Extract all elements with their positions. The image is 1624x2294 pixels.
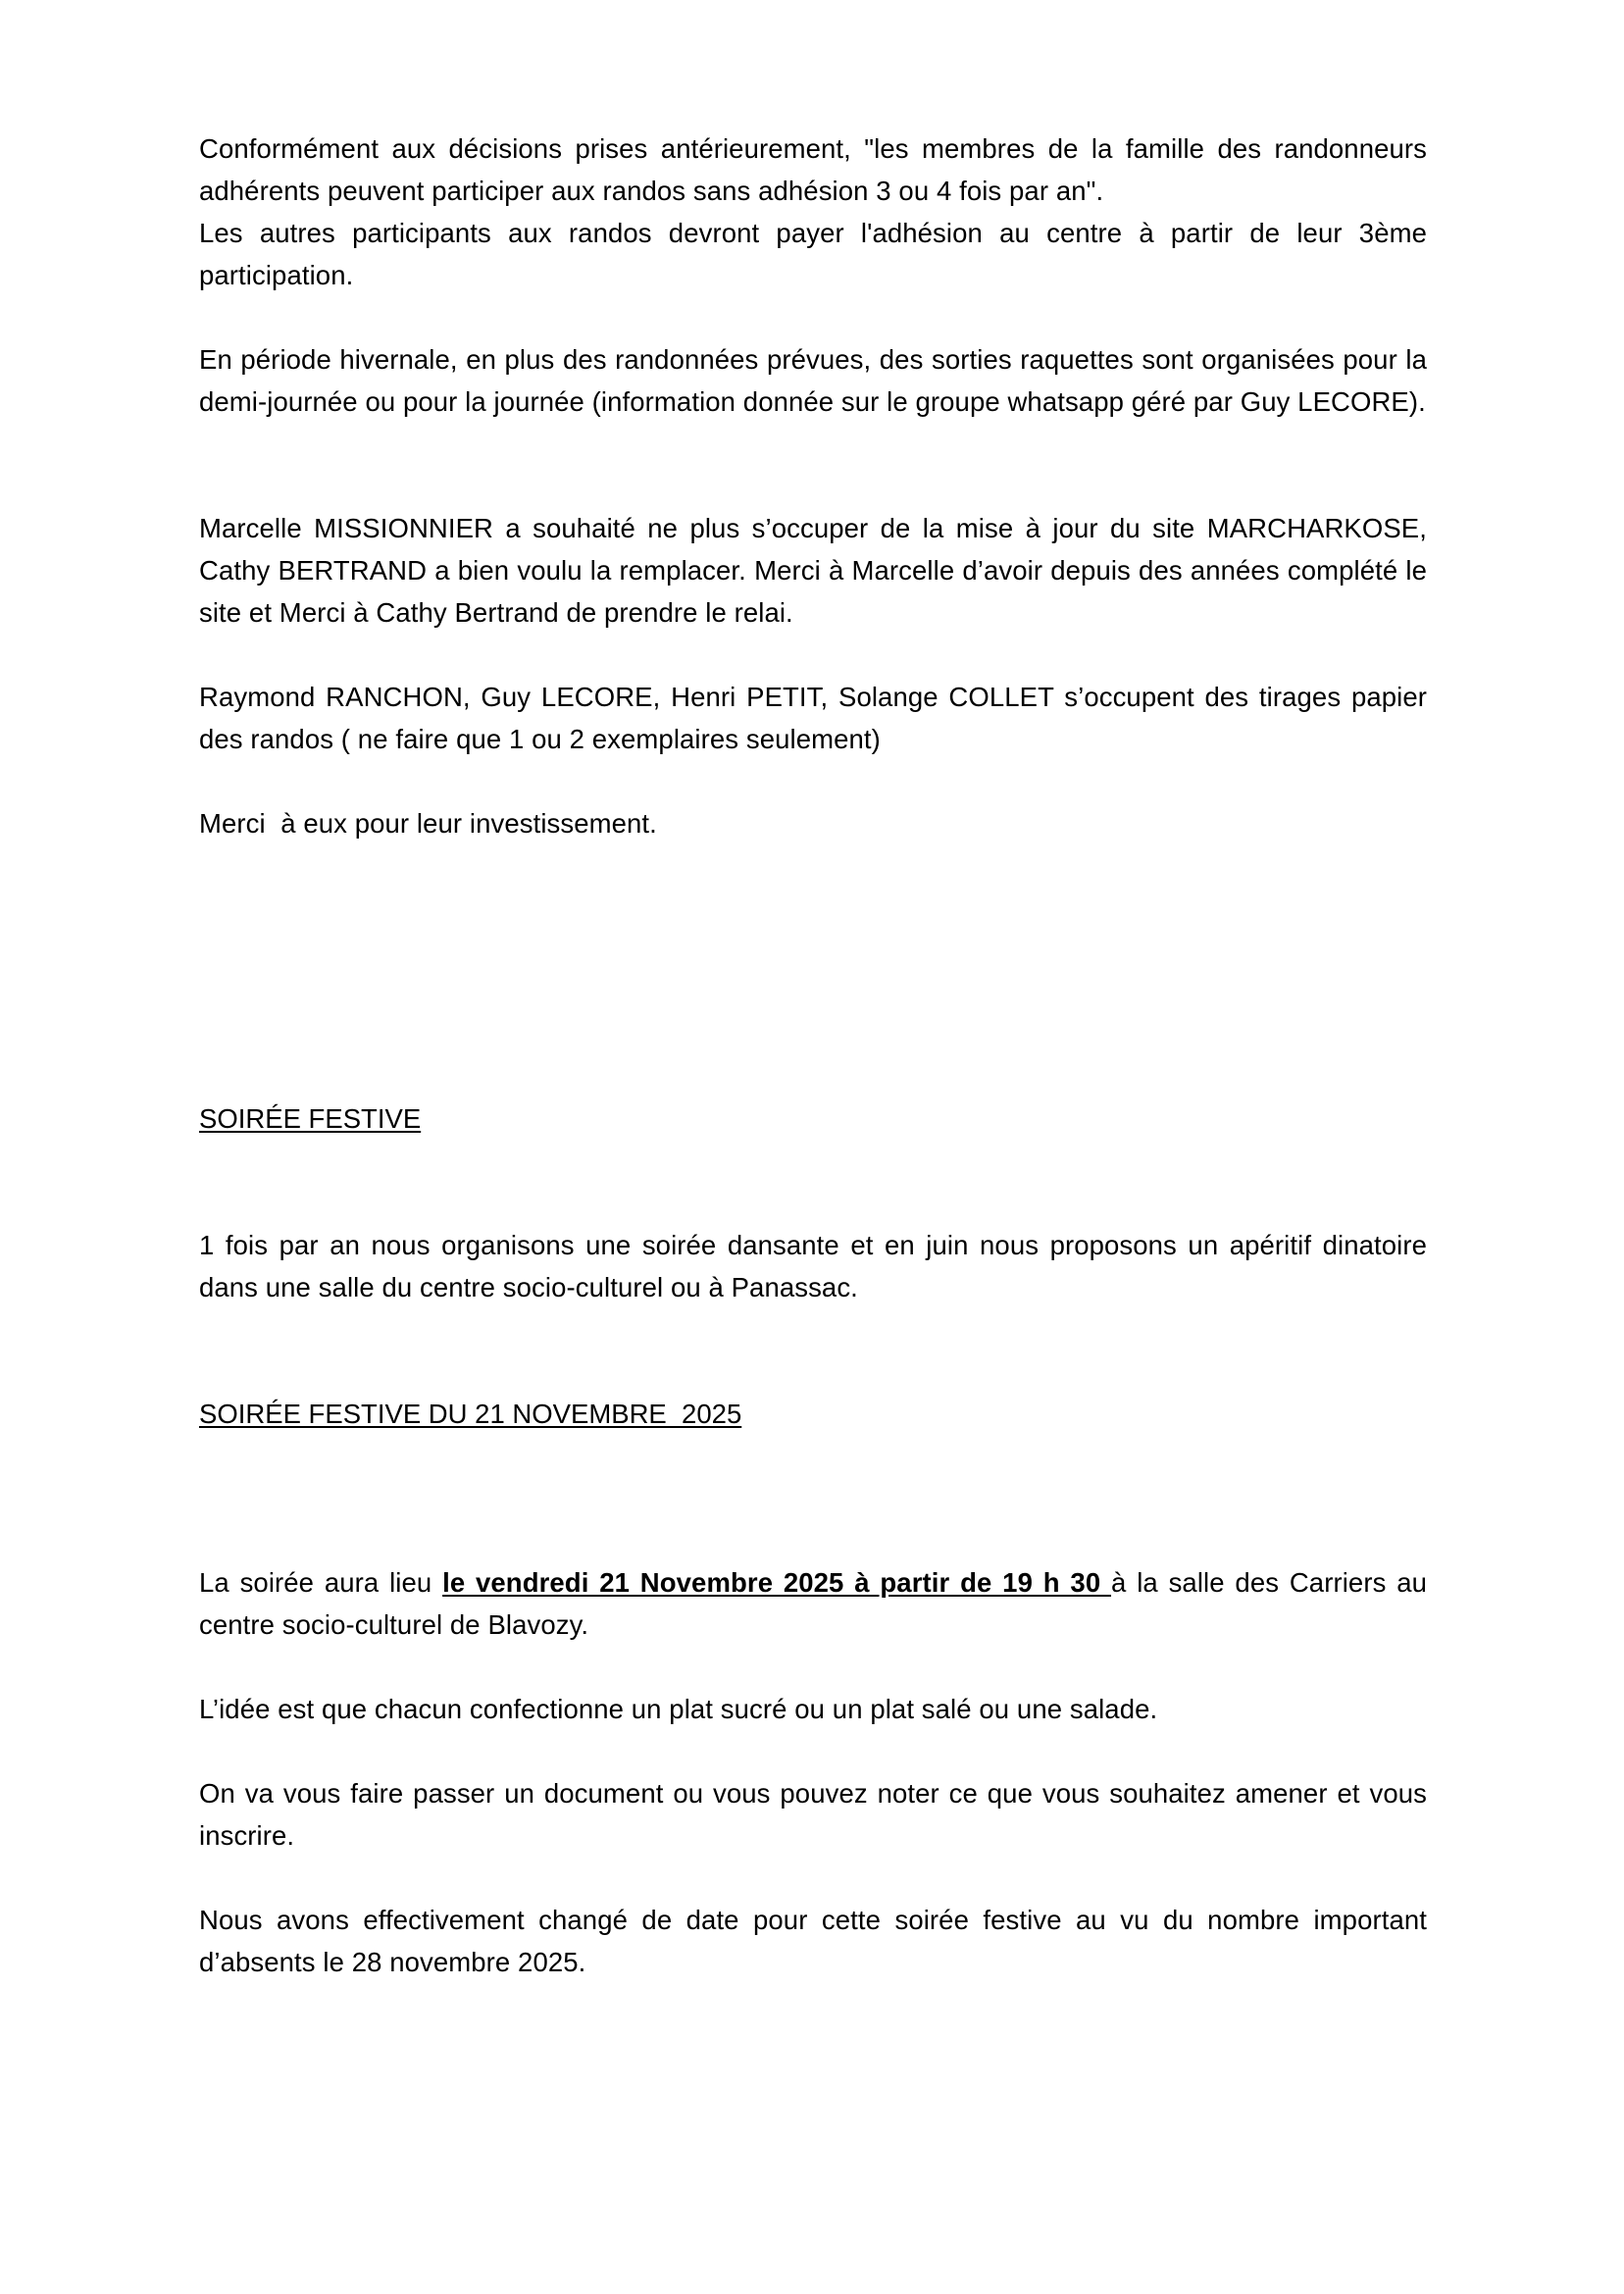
spacer [199, 1857, 1427, 1899]
spacer [199, 634, 1427, 676]
heading-soiree-festive-2025-text: SOIRÉE FESTIVE DU 21 NOVEMBRE 2025 [199, 1399, 742, 1429]
paragraph-merci-investissement: Merci à eux pour leur investissement. [199, 808, 657, 839]
document-body [199, 127, 1435, 1983]
date-line-emphasis: le vendredi 21 Novembre 2025 à partir de 19 h 30 [442, 1567, 1112, 1598]
spacer [199, 1646, 1427, 1688]
paragraph-tirages-papier: Raymond RANCHON, Guy LECORE, Henri PETIT, Solange COLLET s’occupent des tirages papier des randos ( ne faire que 1 ou 2 exemplaires seulement) [199, 682, 1435, 754]
paragraph-adhesion-autres: Les autres participants aux randos devront payer l'adhésion au centre à partir de leur 3ème participation. [199, 218, 1435, 290]
spacer [199, 423, 1427, 507]
spacer [199, 1730, 1427, 1772]
spacer [199, 1308, 1427, 1393]
heading-soiree-festive-2025 [199, 1393, 1427, 1435]
paragraph-marcelle-missionnier: Marcelle MISSIONNIER a souhaité ne plus s’occuper de la mise à jour du site MARCHARKOSE, Cathy BERTRAND a bien voulu la remplacer. Merci à Marcelle d’avoir depuis des années complété le site et Merci à Cathy Bertrand de prendre le relai. [199, 513, 1435, 628]
paragraph-idee-plats: L’idée est que chacun confectionne un plat sucré ou un plat salé ou une salade. [199, 1694, 1158, 1724]
paragraph-adhesion-regle: Conformément aux décisions prises antérieurement, "les membres de la famille des randonneurs adhérents peuvent participer aux randos sans adhésion 3 ou 4 fois par an". [199, 133, 1435, 206]
spacer [199, 1140, 1427, 1224]
date-line-prefix: La soirée aura lieu [199, 1567, 443, 1598]
heading-soiree-festive [199, 1097, 1427, 1140]
spacer [199, 296, 1427, 338]
spacer [199, 1435, 1427, 1561]
date-line-suffix: à la salle des Carriers au centre socio-culturel de Blavozy. [199, 1567, 1435, 1640]
spacer [199, 760, 1427, 802]
paragraph-soiree-dansante: 1 fois par an nous organisons une soirée dansante et en juin nous proposons un apéritif dinatoire dans une salle du centre socio-culturel ou à Panassac. [199, 1230, 1435, 1302]
paragraph-date-lieu [199, 1561, 1435, 1646]
spacer [199, 844, 1427, 1097]
paragraph-changement-date: Nous avons effectivement changé de date pour cette soirée festive au vu du nombre important d’absents le 28 novembre 2025. [199, 1905, 1435, 1977]
paragraph-document-inscription: On va vous faire passer un document ou vous pouvez noter ce que vous souhaitez amener et vous inscrire. [199, 1778, 1435, 1851]
heading-soiree-festive-text: SOIRÉE FESTIVE [199, 1103, 422, 1134]
paragraph-periode-hivernale: En période hivernale, en plus des randonnées prévues, des sorties raquettes sont organisées pour la demi-journée ou pour la journée (information donnée sur le groupe whatsapp géré par Guy LECORE). [199, 344, 1435, 417]
